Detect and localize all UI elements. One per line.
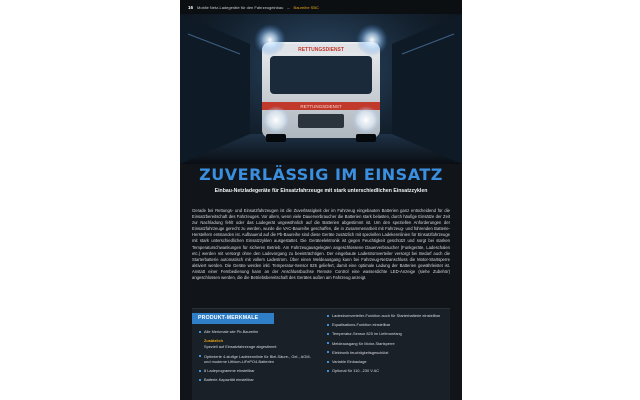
ambulance-illustration <box>180 14 462 164</box>
feature-item: Optimierte 4-stufige Ladekennlinie für Blei-Säure-, Gel-, AGM- und moderne Lithium-LiFePO4-Batterien <box>198 354 316 364</box>
feature-item: Batterie-Kapazität einstellbar <box>198 377 316 382</box>
product-features-box <box>192 308 450 400</box>
feature-item: Equalisations-Funktion einstellbar <box>326 322 446 327</box>
header-separator: – <box>287 4 290 10</box>
features-column-right <box>326 313 446 377</box>
feature-item: Ladestromverteiler-Funktion auch für Starterbatterie einstellbar <box>326 313 446 318</box>
feature-item: Elektronik feuchtigkeitsgeschützt <box>326 350 446 355</box>
page-header <box>180 0 462 14</box>
article-body: Gerade bei Rettungs- und Einsatzfahrzeugen ist die Zuverlässigkeit der im Fahrzeug eingebauten Batterien ganz entscheidend für die Einsatzbereitschaft des Fahrzeuges. Vor allem, wenn viele Dauerverbraucher die Batterien stark belasten, durch häufige Einsätze der Zeit zur Nachladung fehlt oder das Ladegerät ungewöhnlich auf die Batterien abgestimmt ist. Um den speziellen Anforderungen der Einsatzfahrzeuge gerecht zu werden, wurde die VAC-Baureihe geschaffen, die in Zusammenarbeit mit Fahrzeug- und führenden Batterie-Herstellern entstanden ist. Aufbauend auf die Pb-Baureihe sind diese Geräte zusätzlich mit speziellen Ladekennlinien für Einsatzfahrzeuge mit stark unterschiedlichen Einsatzzyklen ausgestattet. Die Geräteelektronik ist gegen Feuchtigkeit geschützt und sorgt bei starken Temperaturschwankungen für sicheren Betrieb. Am Fahrzeugausgelegten angeschlossene Dauerverbraucher (Funkgeräte, Ladeschalen etc.) werden mit versorgt ohne den Ladevorgang zu beeinträchtigen. Der eingebaute Ladestromverteiler versorgt bei Bedarf auch die Starterbatterie automatisch mit vollem Ladestrom. Über einen Meldeausgang kann bei Fahrzeug-Netzanschluss die Motor-Startsperre aktiviert werden. Die Geräte werden inkl. Temperatur-Sensor 825 geliefert, damit eine optimale Ladung der Batterien gewährleistet ist. Anstatt einer Fernbedienung kann an der Anschlussbuchse Remote Control eine wasserdichte LED-Anzeige (siehe Zubehör) angeschlossen werden, die die Betriebsbereitschaft des Gerätes außen am Fahrzeug anzeigt. <box>192 208 450 281</box>
headlight-right <box>352 106 380 134</box>
feature-item: Alle Merkmale wie Pb-Baureihe <box>198 329 316 334</box>
headlight-left <box>262 106 290 134</box>
roof-sign-text: RETTUNGSDIENST <box>298 47 344 53</box>
blue-light-right <box>356 24 388 56</box>
feature-item: Speziell auf Einsatzfahrzeuge abgestimmt <box>204 344 277 350</box>
section-subtitle: Baureihe SBC <box>293 4 319 10</box>
blue-light-left <box>254 24 286 56</box>
features-column-left <box>198 329 316 386</box>
features-heading: PRODUKT-MERKMALE <box>192 313 274 324</box>
section-title: Mobile Netz-Ladegeräte für den Fahrzeugeinbau <box>197 4 284 10</box>
windshield <box>270 56 372 94</box>
grille <box>298 114 344 128</box>
hero-image-ambulance <box>180 14 462 164</box>
article-subtitle: Einbau-Netzladegeräte für Einsatzfahrzeuge mit stark unterschiedlichen Einsatzzyklen <box>214 188 428 194</box>
article-title-block <box>180 166 462 195</box>
feature-item: Temperatur-Sensor 825 im Lieferumfang <box>326 331 446 336</box>
stripe-text: RETTUNGSDIENST <box>300 104 342 109</box>
feature-item: Optional für 110...230 V AC <box>326 368 446 373</box>
article-title: ZUVERLÄSSIG IM EINSATZ <box>199 165 443 184</box>
feature-item: Meldeausgang für Motor-Startsperre <box>326 341 446 346</box>
brochure-page <box>180 0 462 400</box>
feature-item: 8 Ladeprogramme einstellbar <box>198 368 316 373</box>
page-number: 16 <box>188 4 194 10</box>
feature-group-label: Zusätzlich <box>204 338 224 344</box>
feature-item: Variable Einbaulage <box>326 359 446 364</box>
